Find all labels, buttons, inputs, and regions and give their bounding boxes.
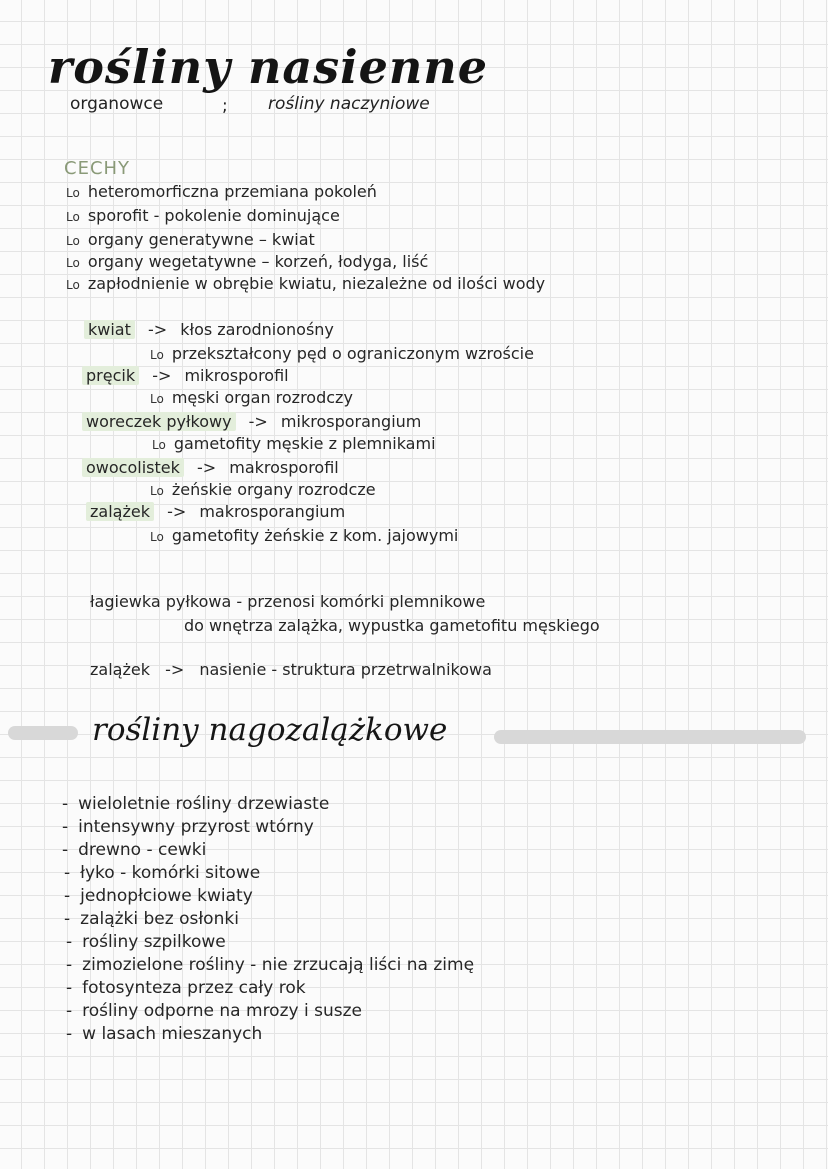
term-label: zalążek <box>86 502 154 521</box>
term-definition: gametofity męskie z plemnikami <box>173 434 436 453</box>
term-woreczek-sub <box>152 434 436 453</box>
arrow-bullet-icon: Lo <box>150 348 164 362</box>
cechy-item <box>66 230 315 249</box>
cechy-item <box>66 274 545 293</box>
list-item-text: zimozielone rośliny - nie zrzucają liści na zimę <box>82 955 475 975</box>
cechy-item-text: organy generatywne – kwiat <box>87 230 315 249</box>
subtitle-separator: ; <box>222 96 228 116</box>
term-definition: kłos zarodnionośny <box>180 320 334 339</box>
section-heading: rośliny nagozalążkowe <box>92 712 448 748</box>
zalazek-nasienie-line <box>90 660 492 679</box>
cechy-item <box>66 182 377 201</box>
heading-banner-left <box>8 726 78 740</box>
term-kwiat-sub <box>150 344 534 363</box>
arrow-bullet-icon: Lo <box>152 438 166 452</box>
list-item-text: łyko - komórki sitowe <box>80 863 261 883</box>
cechy-item <box>66 206 340 225</box>
term-label: kwiat <box>84 320 135 339</box>
list-item-text: intensywny przyrost wtórny <box>78 817 314 837</box>
arrow-bullet-icon: Lo <box>66 186 80 200</box>
term-precik <box>82 366 289 385</box>
term-woreczek <box>82 412 421 431</box>
dash-bullet-icon: - <box>66 978 73 998</box>
arrow-bullet-icon: Lo <box>66 234 80 248</box>
list-item <box>62 840 206 860</box>
list-item <box>64 909 239 929</box>
right-arrow-icon: -> <box>248 412 268 431</box>
right-arrow-icon: -> <box>165 660 185 679</box>
list-item-text: w lasach mieszanych <box>82 1024 263 1044</box>
term-zalazek-sub <box>150 526 458 545</box>
arrow-bullet-icon: Lo <box>150 392 164 406</box>
list-item <box>66 932 226 952</box>
cechy-heading: CECHY <box>64 158 131 179</box>
list-item <box>66 978 306 998</box>
term-precik-sub <box>150 388 353 407</box>
page-title: rośliny nasienne <box>48 40 488 94</box>
right-arrow-icon: -> <box>167 502 187 521</box>
subtitle-organowce: organowce <box>70 94 164 114</box>
list-item-text: jednopłciowe kwiaty <box>80 886 253 906</box>
list-item <box>64 863 260 883</box>
list-item-text: rośliny szpilkowe <box>82 932 226 952</box>
term-definition: makrosporangium <box>199 502 346 521</box>
dash-bullet-icon: - <box>66 932 73 952</box>
right-arrow-icon: -> <box>147 320 168 339</box>
right-arrow-icon: -> <box>152 366 172 385</box>
lagiewka-line2: do wnętrza zalążka, wypustka gametofitu męskiego <box>184 616 600 635</box>
list-item <box>66 1001 362 1021</box>
arrow-bullet-icon: Lo <box>66 278 80 292</box>
term-definition: mikrosporofil <box>184 366 289 385</box>
zalazek-nasienie-left: zalążek <box>90 660 150 679</box>
cechy-item <box>66 252 428 271</box>
arrow-bullet-icon: Lo <box>66 256 80 270</box>
dash-bullet-icon: - <box>66 955 73 975</box>
heading-banner-right <box>494 730 806 744</box>
cechy-item-text: sporofit - pokolenie dominujące <box>87 206 340 225</box>
arrow-bullet-icon: Lo <box>150 484 164 498</box>
term-label: owocolistek <box>82 458 184 477</box>
dash-bullet-icon: - <box>62 840 69 860</box>
dash-bullet-icon: - <box>64 886 71 906</box>
cechy-item-text: organy wegetatywne – korzeń, łodyga, liść <box>87 252 429 271</box>
list-item-text: zalążki bez osłonki <box>80 909 239 929</box>
term-label: pręcik <box>82 366 139 385</box>
dash-bullet-icon: - <box>64 909 71 929</box>
arrow-bullet-icon: Lo <box>66 210 80 224</box>
list-item <box>66 955 474 975</box>
term-owocolistek-sub <box>150 480 376 499</box>
cechy-item-text: heteromorficzna przemiana pokoleń <box>87 182 377 201</box>
list-item <box>64 886 253 906</box>
term-definition: gametofity żeńskie z kom. jajowymi <box>171 526 459 545</box>
list-item-text: fotosynteza przez cały rok <box>82 978 306 998</box>
list-item-text: rośliny odporne na mrozy i susze <box>82 1001 362 1021</box>
dash-bullet-icon: - <box>66 1001 73 1021</box>
arrow-bullet-icon: Lo <box>150 530 164 544</box>
term-zalazek <box>86 502 345 521</box>
term-definition: męski organ rozrodczy <box>171 388 353 407</box>
dash-bullet-icon: - <box>64 863 71 883</box>
list-item <box>66 1024 262 1044</box>
dash-bullet-icon: - <box>66 1024 73 1044</box>
term-definition: makrosporofil <box>229 458 339 477</box>
term-kwiat <box>84 320 334 339</box>
term-definition: żeńskie organy rozrodcze <box>171 480 376 499</box>
term-definition: przekształcony pęd o ograniczonym wzroście <box>171 344 534 363</box>
list-item <box>62 794 329 814</box>
term-owocolistek <box>82 458 339 477</box>
dash-bullet-icon: - <box>62 817 69 837</box>
right-arrow-icon: -> <box>196 458 217 477</box>
term-definition: mikrosporangium <box>280 412 422 431</box>
list-item-text: wieloletnie rośliny drzewiaste <box>78 794 330 814</box>
term-label: woreczek pyłkowy <box>82 412 236 431</box>
list-item-text: drewno - cewki <box>78 840 207 860</box>
subtitle-naczyniowe: rośliny naczyniowe <box>268 94 430 114</box>
list-item <box>62 817 314 837</box>
zalazek-nasienie-right: nasienie - struktura przetrwalnikowa <box>199 660 492 679</box>
lagiewka-line1: łagiewka pyłkowa - przenosi komórki plemnikowe <box>90 592 486 611</box>
cechy-item-text: zapłodnienie w obrębie kwiatu, niezależne od ilości wody <box>87 274 546 293</box>
dash-bullet-icon: - <box>62 794 69 814</box>
